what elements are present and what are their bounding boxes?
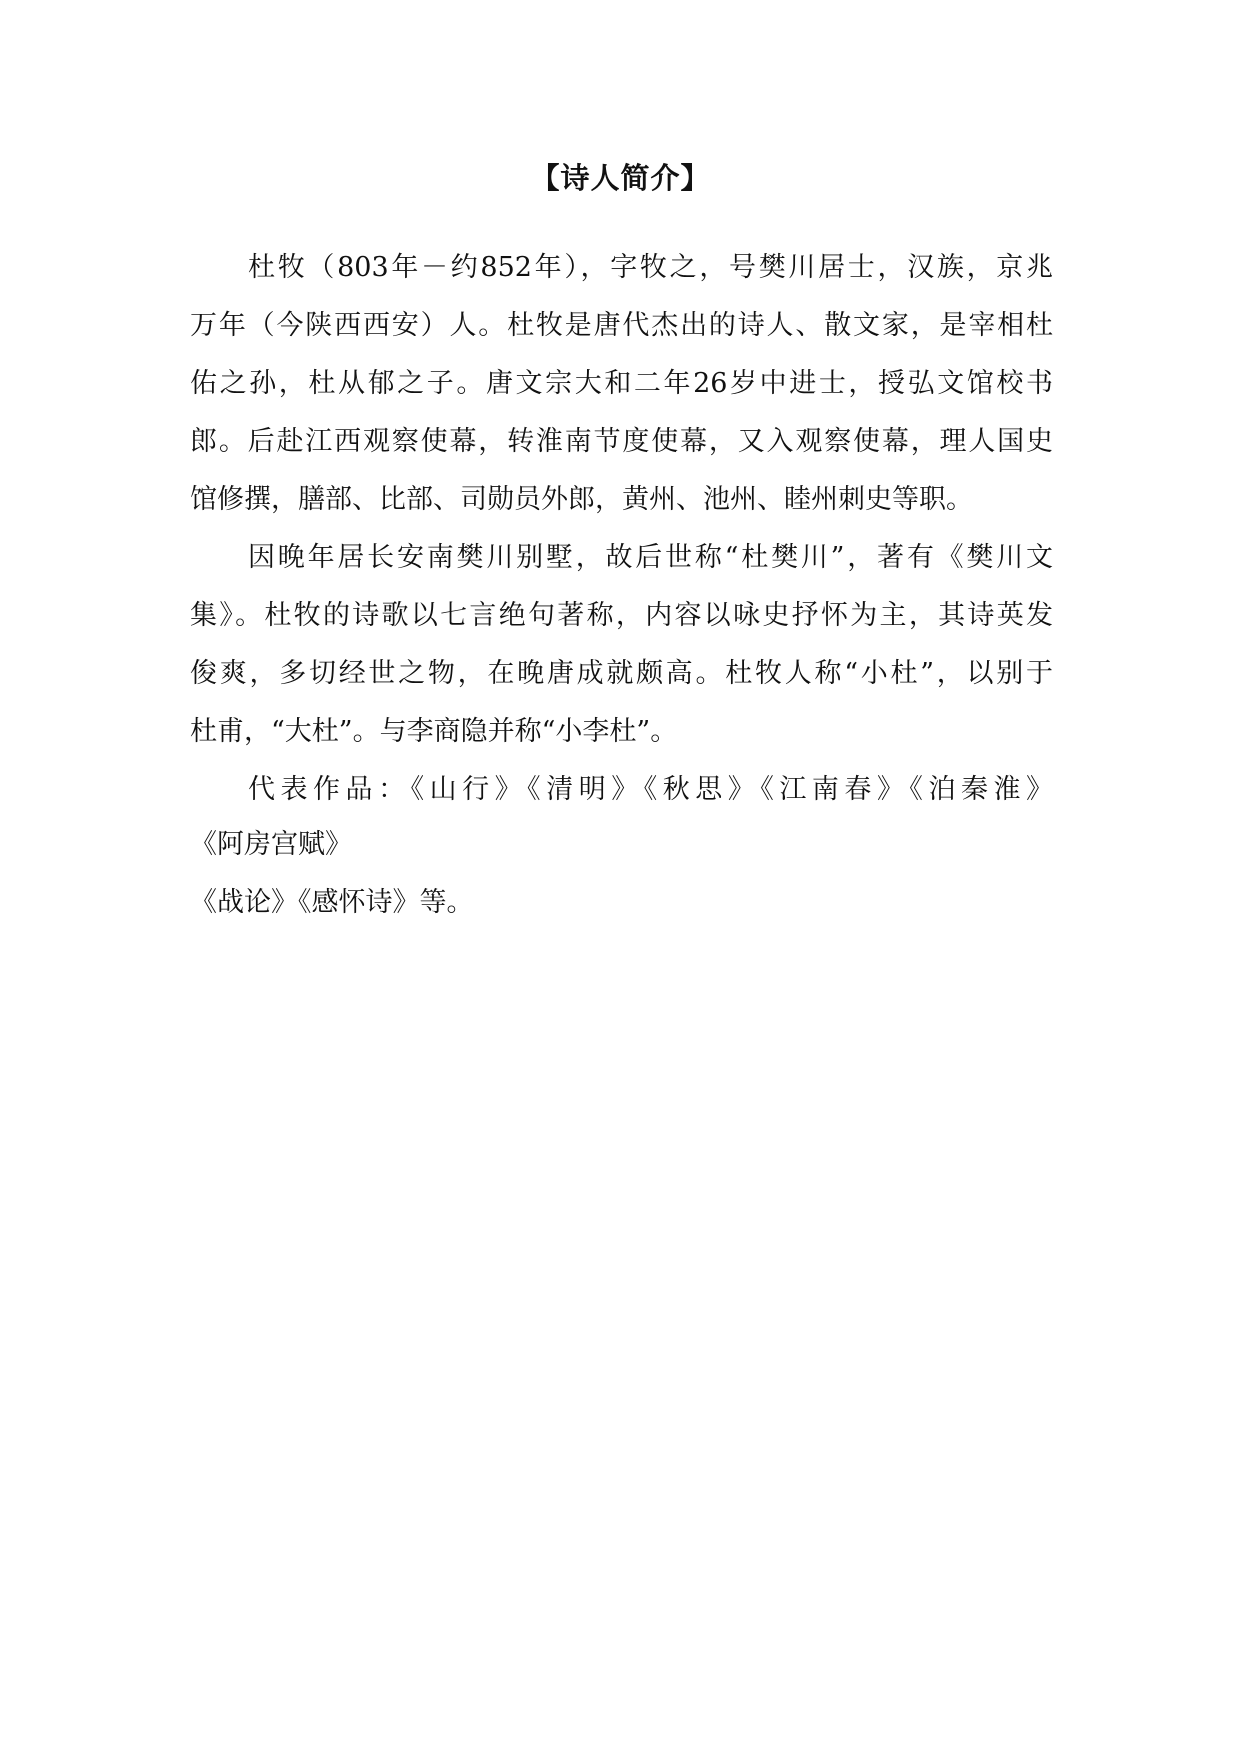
text-line: 杜牧（803年－约852年），字牧之，号樊川居士，汉族，京兆	[248, 252, 1053, 283]
text-line: 郎。后赴江西观察使幕，转淮南节度使幕，又入观察使幕，理人国史	[190, 426, 1053, 457]
text-line: 代表作品：《山行》《清明》《秋思》《江南春》《泊秦淮》	[248, 774, 1053, 805]
text-line: 《阿房宫赋》	[190, 829, 352, 860]
text-line: 集》。杜牧的诗歌以七言绝句著称，内容以咏史抒怀为主，其诗英发	[190, 600, 1053, 631]
text-line: 佑之孙，杜从郁之子。唐文宗大和二年26岁中进士，授弘文馆校书	[190, 368, 1053, 399]
text-line: 馆修撰，膳部、比部、司勋员外郎，黄州、池州、睦州刺史等职。	[190, 484, 973, 515]
page-title: 【诗人简介】	[530, 161, 711, 195]
text-line: 俊爽，多切经世之物，在晚唐成就颇高。杜牧人称“小杜”，以别于	[190, 658, 1053, 689]
text-line: 《战论》《感怀诗》等。	[190, 887, 474, 918]
text-line: 万年（今陕西西安）人。杜牧是唐代杰出的诗人、散文家，是宰相杜	[190, 310, 1053, 341]
text-line: 杜甫，“大杜”。与李商隐并称“小李杜”。	[190, 716, 678, 747]
text-line: 因晚年居长安南樊川别墅，故后世称“杜樊川”，著有《樊川文	[248, 542, 1053, 573]
